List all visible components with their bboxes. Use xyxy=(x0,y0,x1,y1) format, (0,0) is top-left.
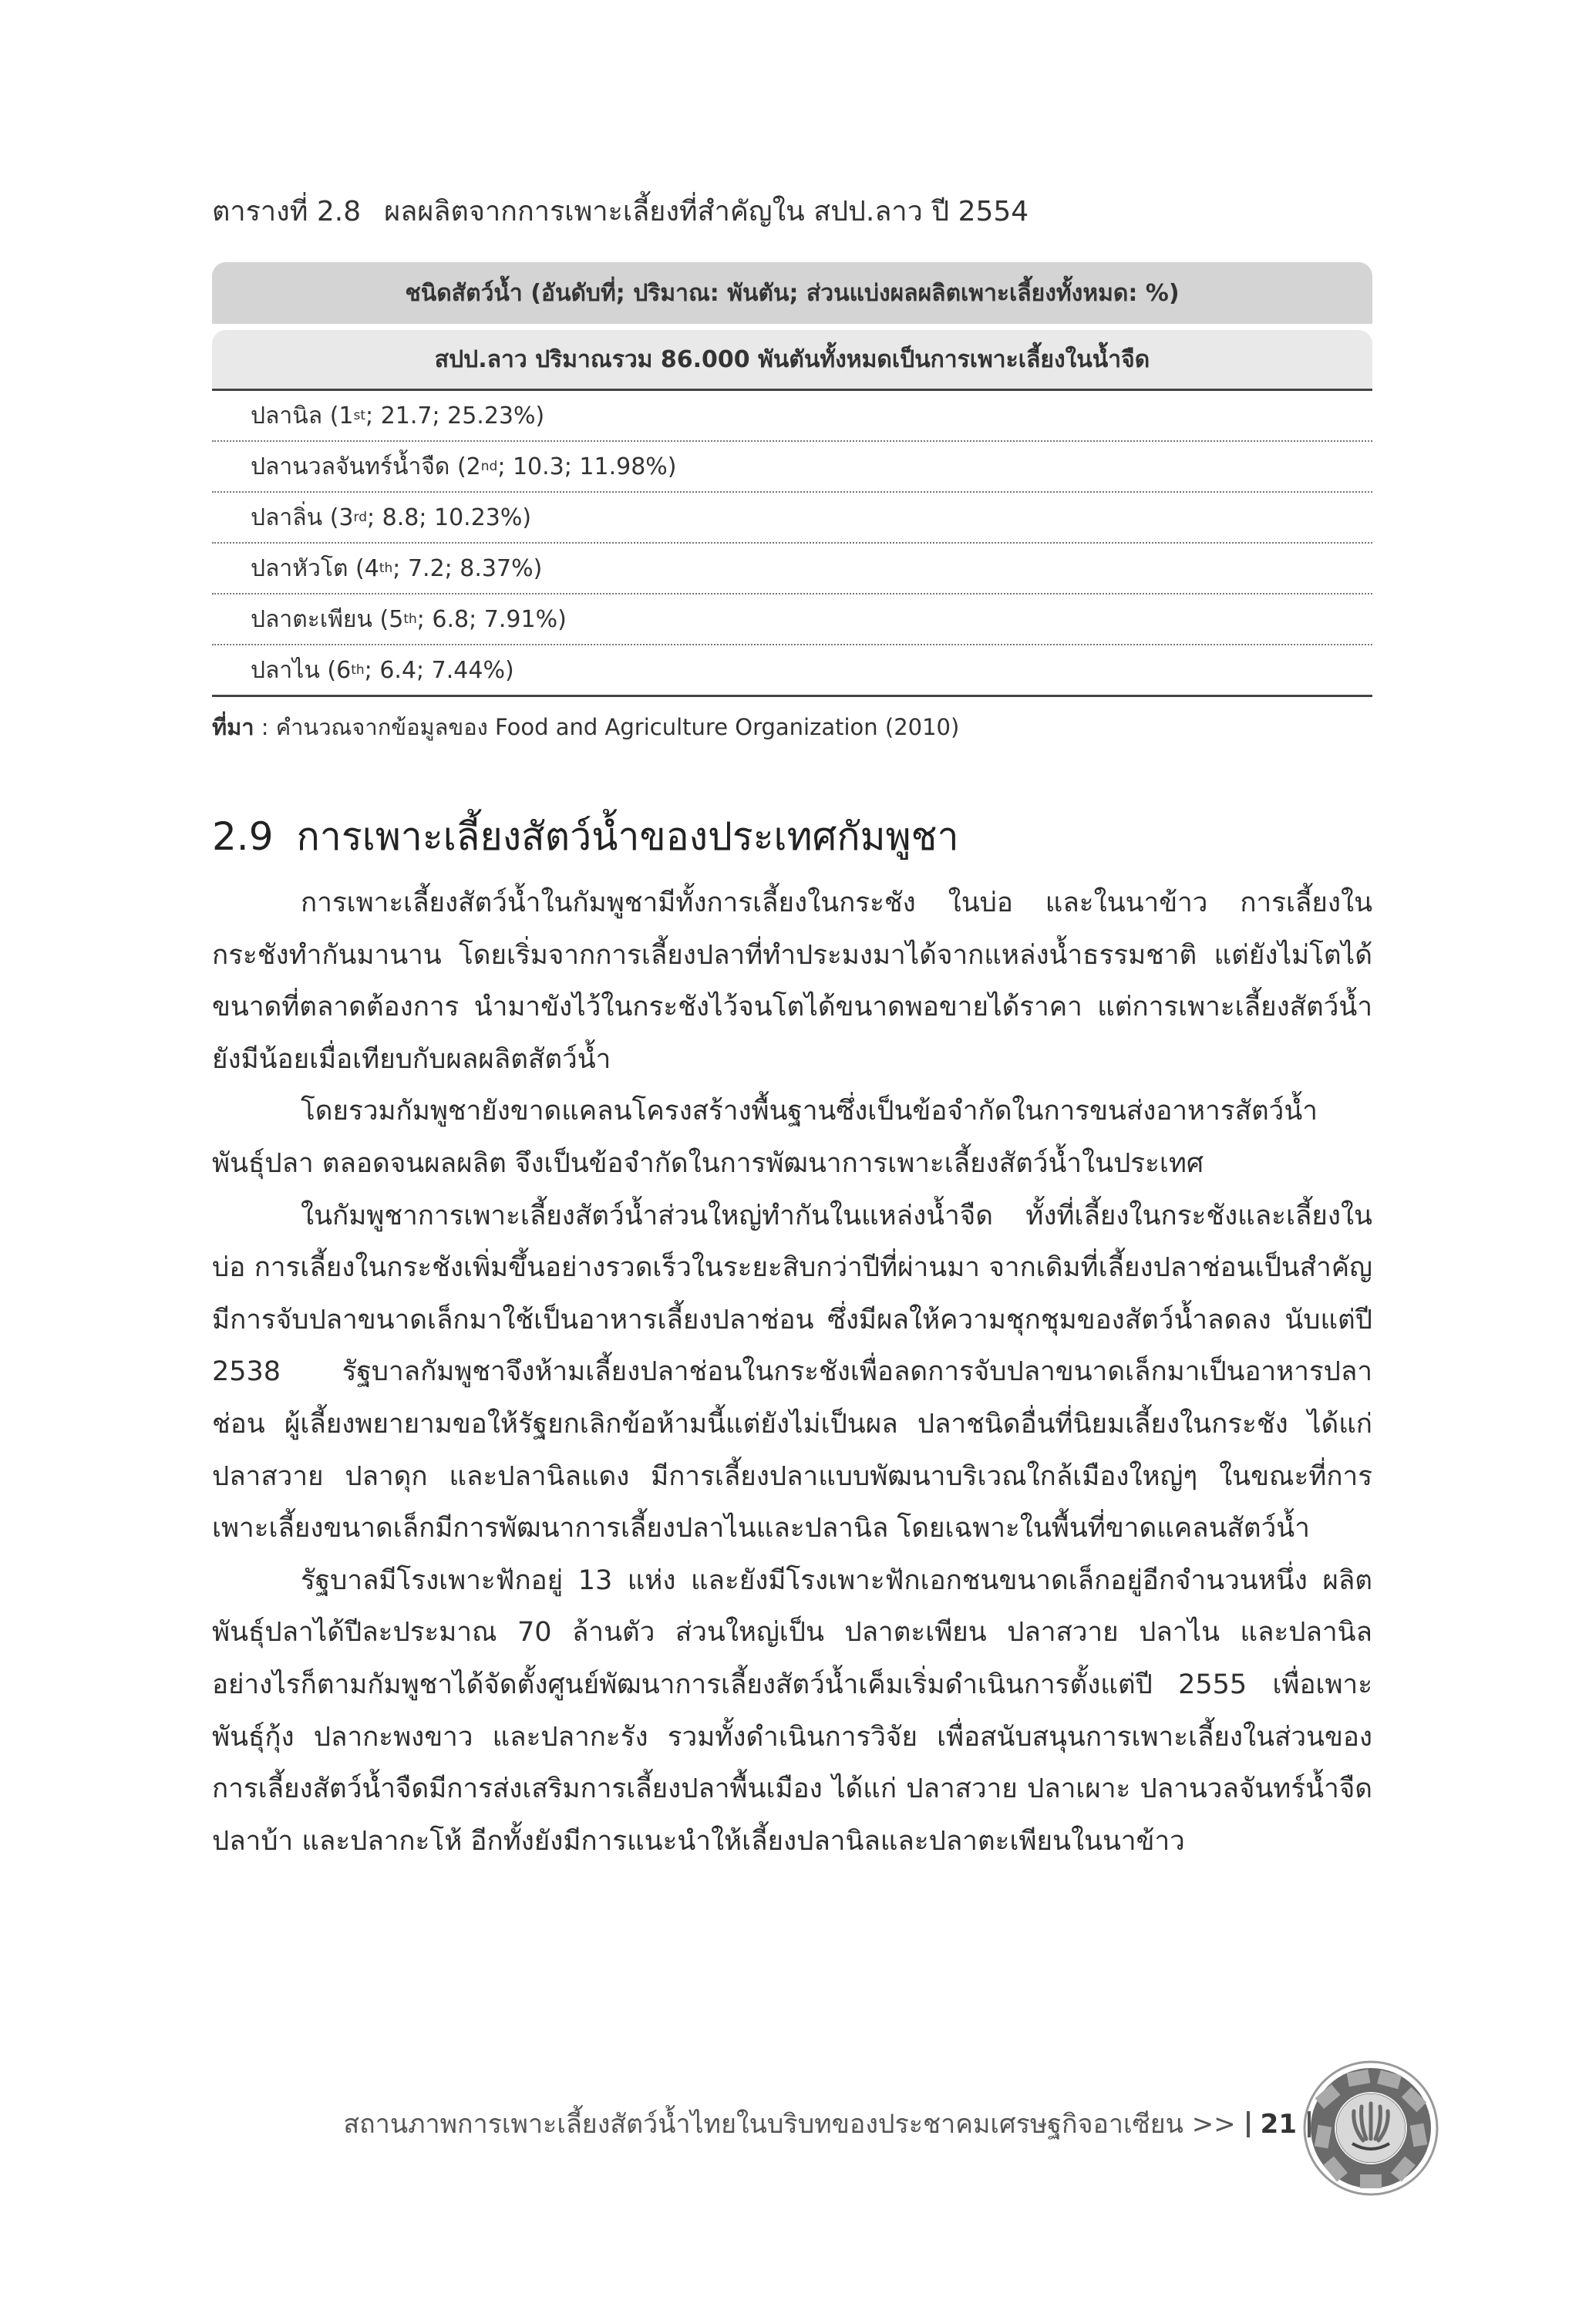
table-row: ปลาไน ( 6 th ; 6.4; 7.44%) xyxy=(212,645,1372,697)
species-name: ปลานิล xyxy=(251,402,323,429)
row-values: ; 7.2; 8.37%) xyxy=(392,554,543,582)
page-number: 21 xyxy=(1260,2109,1297,2140)
table-header: ชนิดสัตว์น้ำ (อันดับที่; ปริมาณ: พันตัน; ส่วนแบ่งผลผลิตเพาะเลี้ยงทั้งหมด: %) xyxy=(212,262,1372,324)
paragraph: โดยรวมกัมพูชายังขาดแคลนโครงสร้างพื้นฐานซึ่งเป็นข้อจำกัดในการขนส่งอาหารสัตว์น้ำ พันธุ์ปลา ตลอดจนผลผลิต จึงเป็นข้อจำกัดในการพัฒนาการเพาะเลี้ยงสัตว์น้ำในประเทศ xyxy=(212,1096,1318,1179)
table-subheader: สปป.ลาว ปริมาณรวม 86.000 พันตันทั้งหมดเป็นการเพาะเลี้ยงในน้ำจืด xyxy=(212,330,1372,391)
asean-emblem-icon xyxy=(1301,2059,1440,2198)
table-row: ปลานิล ( 1 st ; 21.7; 25.23%) xyxy=(212,391,1372,442)
open-paren: ( xyxy=(449,453,466,480)
rank-value: 1 xyxy=(338,402,354,429)
footer-title: สถานภาพการเพาะเลี้ยงสัตว์น้ำไทยในบริบทของประชาคมเศรษฐกิจอาเซียน >> xyxy=(343,2109,1236,2140)
body-text xyxy=(212,877,1372,1868)
table-body xyxy=(212,391,1372,697)
table-source xyxy=(212,708,1369,746)
open-paren: ( xyxy=(322,402,339,429)
page-footer xyxy=(343,2105,1311,2144)
species-name: ปลาตะเพียน xyxy=(251,605,372,633)
paragraph: ในกัมพูชาการเพาะเลี้ยงสัตว์น้ำส่วนใหญ่ทำกันในแหล่งน้ำจืด ทั้งที่เลี้ยงในกระชังและเลี้ยงในบ่อ การเลี้ยงในกระชังเพิ่มขึ้นอย่างรวดเร็วในระยะสิบกว่าปีที่ผ่านมา จากเดิมที่เลี้ยงปลาช่อนเป็นสำคัญ มีการจับปลาขนาดเล็กมาใช้เป็นอาหารเลี้ยงปลาช่อน ซึ่งมีผลให้ความชุกชุมของสัตว์น้ำลดลง นับแต่ปี 2538 รัฐบาลกัมพูชาจึงห้ามเลี้ยงปลาช่อนในกระชังเพื่อลดการจับปลาขนาดเล็กมาเป็นอาหารปลาช่อน ผู้เลี้ยงพยายามขอให้รัฐยกเลิกข้อห้ามนี้แต่ยังไม่เป็นผล ปลาชนิดอื่นที่นิยมเลี้ยงในกระชัง ได้แก่ ปลาสวาย ปลาดุก และปลานิลแดง มีการเลี้ยงปลาแบบพัฒนาบริเวณใกล้เมืองใหญ่ๆ ในขณะที่การเพาะเลี้ยงขนาดเล็กมีการพัฒนาการเลี้ยงปลาไนและปลานิล โดยเฉพาะในพื้นที่ขาดแคลนสัตว์น้ำ xyxy=(212,1200,1372,1544)
rank-value: 5 xyxy=(389,605,404,633)
row-values: ; 8.8; 10.23%) xyxy=(367,504,532,531)
open-paren: ( xyxy=(348,554,365,582)
section-number: 2.9 xyxy=(212,814,274,859)
table-number: ตารางที่ 2.8 xyxy=(212,196,362,227)
species-name: ปลานวลจันทร์น้ำจืด xyxy=(251,453,450,480)
open-paren: ( xyxy=(372,605,389,633)
table-title: ผลผลิตจากการเพาะเลี้ยงที่สำคัญใน สปป.ลาว ปี 2554 xyxy=(384,196,1029,227)
table-row: ปลาตะเพียน ( 5 th ; 6.8; 7.91%) xyxy=(212,594,1372,645)
table-row: ปลาลิ่น ( 3 rd ; 8.8; 10.23%) xyxy=(212,493,1372,544)
section-title: การเพาะเลี้ยงสัตว์น้ำของประเทศกัมพูชา xyxy=(296,814,959,859)
species-name: ปลาไน xyxy=(251,656,320,684)
paragraph: การเพาะเลี้ยงสัตว์น้ำในกัมพูชามีทั้งการเลี้ยงในกระชัง ในบ่อ และในนาข้าว การเลี้ยงในกระชังทำกันมานาน โดยเริ่มจากการเลี้ยงปลาที่ทำประมงมาได้จากแหล่งน้ำธรรมชาติ แต่ยังไม่โตได้ขนาดที่ตลาดต้องการ นำมาขังไว้ในกระชังไว้จนโตได้ขนาดพอขายได้ราคา แต่การเพาะเลี้ยงสัตว์น้ำยังมีน้อยเมื่อเทียบกับผลผลิตสัตว์น้ำ xyxy=(212,887,1372,1075)
rank-value: 2 xyxy=(466,453,481,480)
rank-value: 6 xyxy=(336,656,352,684)
footer-divider xyxy=(1247,2111,1250,2137)
open-paren: ( xyxy=(319,656,337,684)
source-text: : คำนวณจากข้อมูลของ Food and Agriculture Organization (2010) xyxy=(254,714,960,740)
rank-value: 4 xyxy=(364,554,379,582)
row-values: ; 6.4; 7.44%) xyxy=(364,656,514,684)
section-heading xyxy=(212,806,959,867)
table-row: ปลาหัวโต ( 4 th ; 7.2; 8.37%) xyxy=(212,544,1372,594)
table-caption xyxy=(212,193,1384,231)
open-paren: ( xyxy=(322,504,339,531)
rank-value: 3 xyxy=(338,504,354,531)
row-values: ; 6.8; 7.91%) xyxy=(416,605,567,633)
species-name: ปลาหัวโต xyxy=(251,554,348,582)
table-row: ปลานวลจันทร์น้ำจืด ( 2 nd ; 10.3; 11.98%) xyxy=(212,442,1372,493)
species-name: ปลาลิ่น xyxy=(251,504,323,531)
row-values: ; 21.7; 25.23%) xyxy=(365,402,545,429)
source-label: ที่มา xyxy=(212,714,254,740)
paragraph: รัฐบาลมีโรงเพาะฟักอยู่ 13 แห่ง และยังมีโรงเพาะฟักเอกชนขนาดเล็กอยู่อีกจำนวนหนึ่ง ผลิตพันธุ์ปลาได้ปีละประมาณ 70 ล้านตัว ส่วนใหญ่เป็น ปลาตะเพียน ปลาสวาย ปลาไน และปลานิล อย่างไรก็ตามกัมพูชาได้จัดตั้งศูนย์พัฒนาการเลี้ยงสัตว์น้ำเค็มเริ่มดำเนินการตั้งแต่ปี 2555 เพื่อเพาะพันธุ์กุ้ง ปลากะพงขาว และปลากะรัง รวมทั้งดำเนินการวิจัย เพื่อสนับสนุนการเพาะเลี้ยงในส่วนของการเลี้ยงสัตว์น้ำจืดมีการส่งเสริมการเลี้ยงปลาพื้นเมือง ได้แก่ ปลาสวาย ปลาเผาะ ปลานวลจันทร์น้ำจืด ปลาบ้า และปลากะโห้ อีกทั้งยังมีการแนะนำให้เลี้ยงปลานิลและปลาตะเพียนในนาข้าว xyxy=(212,1564,1372,1857)
row-values: ; 10.3; 11.98%) xyxy=(497,453,677,480)
data-table xyxy=(212,262,1372,697)
